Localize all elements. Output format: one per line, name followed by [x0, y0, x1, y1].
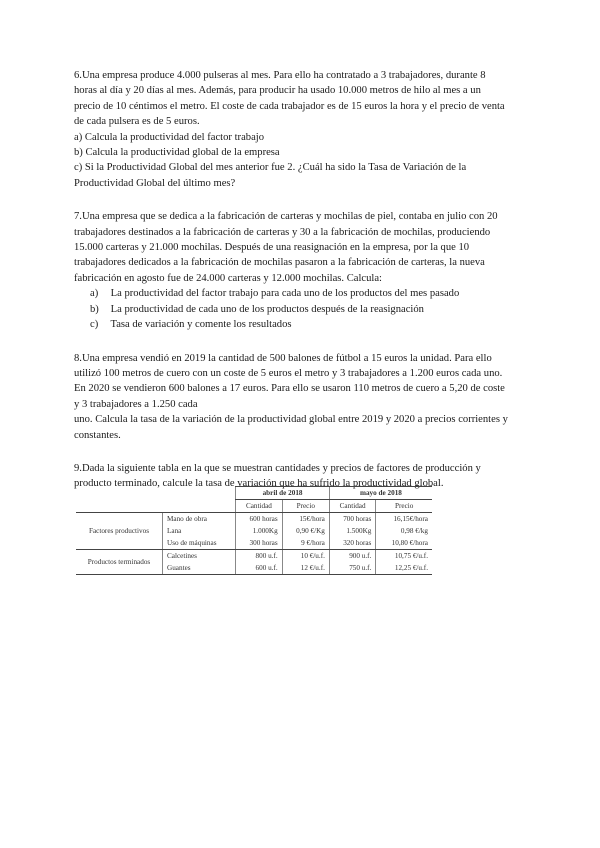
cell-price: 10,75 €/u.f.	[376, 550, 432, 563]
paragraph-gap	[74, 333, 528, 351]
cell-quantity: 300 horas	[236, 537, 282, 550]
cell-quantity: 600 horas	[236, 513, 282, 526]
cell-quantity: 320 horas	[329, 537, 375, 550]
exercise-8-line: utilizó 100 metros de cuero con un coste de 5 euros el metro y 3 trabajadores a 1.200 euros cada uno.	[74, 367, 503, 379]
cell-quantity: 750 u.f.	[329, 562, 375, 575]
row-item: Mano de obra	[163, 513, 236, 526]
group-label: Productos terminados	[76, 550, 163, 575]
exercise-6-option-c-cont: Productividad Global del último mes?	[74, 177, 236, 189]
exercise-8-line: y 3 trabajadores a 1.250 cada	[74, 398, 198, 410]
period-header: mayo de 2018	[329, 487, 432, 500]
exercise-9-line: 9.Dada la siguiente tabla en la que se muestran cantidades y precios de factores de producción y	[74, 462, 481, 474]
exercise-6	[74, 68, 528, 191]
paragraph-gap	[74, 443, 528, 461]
group-label: Factores productivos	[76, 513, 163, 550]
exercise-7	[74, 209, 528, 332]
row-item: Lana	[163, 525, 236, 537]
paragraph-gap	[74, 191, 528, 209]
list-item-text: La productividad del factor trabajo para cada uno de los productos del mes pasado	[110, 288, 460, 300]
table-corner	[76, 487, 236, 500]
exercise-8-line: uno. Calcula la tasa de la variación de la productividad global entre 2019 y 2020 a precios corrientes y	[74, 414, 508, 426]
exercise-7-item-c	[74, 317, 528, 332]
exercise-8-line: 8.Una empresa vendió en 2019 la cantidad de 500 balones de fútbol a 15 euros la unidad. Para ello	[74, 352, 492, 364]
exercise-8	[74, 351, 528, 443]
exercise-6-option-c: c) Si la Productividad Global del mes anterior fue 2. ¿Cuál ha sido la Tasa de Variación de la	[74, 162, 467, 174]
exercise-6-line: 6.Una empresa produce 4.000 pulseras al mes. Para ello ha contratado a 3 trabajadores, durante 8	[74, 70, 486, 81]
cell-price: 10,80 €/hora	[376, 537, 432, 550]
exercise-6-line: de cada pulsera es de 5 euros.	[74, 116, 200, 128]
list-item-text: La productividad de cada uno de los productos después de la reasignación	[110, 303, 424, 315]
column-header: Precio	[376, 500, 432, 513]
exercise-8-line: constantes.	[74, 429, 121, 441]
table-corner	[76, 500, 236, 513]
production-table	[76, 486, 432, 575]
row-item: Uso de máquinas	[163, 537, 236, 550]
cell-price: 15€/hora	[282, 513, 329, 526]
cell-price: 9 €/hora	[282, 537, 329, 550]
table-row	[76, 513, 432, 526]
row-item: Calcetines	[163, 550, 236, 563]
exercise-7-line: trabajadores dedicados a la fabricación de mochilas pasaron a la fabricación de carteras, la nueva	[74, 257, 485, 269]
exercise-7-item-a	[74, 286, 528, 301]
exercise-7-line: fabricación en agosto fue de 24.000 carteras y 12.000 mochilas. Calcula:	[74, 272, 382, 284]
document-body	[74, 68, 528, 492]
production-table-wrapper	[76, 486, 432, 575]
table-column-header	[76, 500, 432, 513]
exercise-6-line: precio de 10 céntimos el metro. El coste de cada trabajador es de 15 euros la hora y el precio de venta	[74, 100, 505, 112]
exercise-7-line: 15.000 carteras y 21.000 mochilas. Después de una reasignación en la empresa, por la que 10	[74, 242, 470, 254]
period-header: abril de 2018	[236, 487, 330, 500]
cell-quantity: 600 u.f.	[236, 562, 282, 575]
cell-price: 10 €/u.f.	[282, 550, 329, 563]
list-item-text: Tasa de variación y comente los resultados	[110, 319, 292, 331]
cell-price: 0,98 €/kg	[376, 525, 432, 537]
cell-quantity: 800 u.f.	[236, 550, 282, 563]
exercise-8-line: En 2020 se vendieron 600 balones a 17 euros. Para ello se usaron 110 metros de cuero a 5,20 de coste	[74, 383, 505, 395]
list-marker: b)	[90, 303, 99, 315]
list-marker: a)	[90, 288, 99, 300]
cell-quantity: 700 horas	[329, 513, 375, 526]
column-header: Precio	[282, 500, 329, 513]
table-row	[76, 550, 432, 563]
row-item: Guantes	[163, 562, 236, 575]
list-marker: c)	[90, 319, 99, 331]
exercise-6-line: horas al día y 20 días al mes. Además, para producir ha usado 10.000 metros de hilo al mes a un	[74, 85, 481, 97]
cell-quantity: 1.500Kg	[329, 525, 375, 537]
cell-quantity: 900 u.f.	[329, 550, 375, 563]
table-period-header	[76, 487, 432, 500]
column-header: Cantidad	[329, 500, 375, 513]
cell-price: 12 €/u.f.	[282, 562, 329, 575]
exercise-7-item-b	[74, 302, 528, 317]
exercise-7-line: 7.Una empresa que se dedica a la fabricación de carteras y mochilas de piel, contaba en julio con 20	[74, 211, 498, 223]
exercise-7-line: trabajadores destinados a la fabricación de carteras y 30 a la fabricación de mochilas, produciendo	[74, 226, 491, 238]
column-header: Cantidad	[236, 500, 282, 513]
cell-price: 16,15€/hora	[376, 513, 432, 526]
cell-quantity: 1.000Kg	[236, 525, 282, 537]
exercise-6-option-a: a) Calcula la productividad del factor trabajo	[74, 131, 265, 143]
cell-price: 12,25 €/u.f.	[376, 562, 432, 575]
cell-price: 0,90 €/Kg	[282, 525, 329, 537]
exercise-6-option-b: b) Calcula la productividad global de la empresa	[74, 147, 280, 159]
exercise-9-line: producto terminado, calcule la tasa de variación que ha sufrido la productividad global.	[74, 478, 444, 490]
